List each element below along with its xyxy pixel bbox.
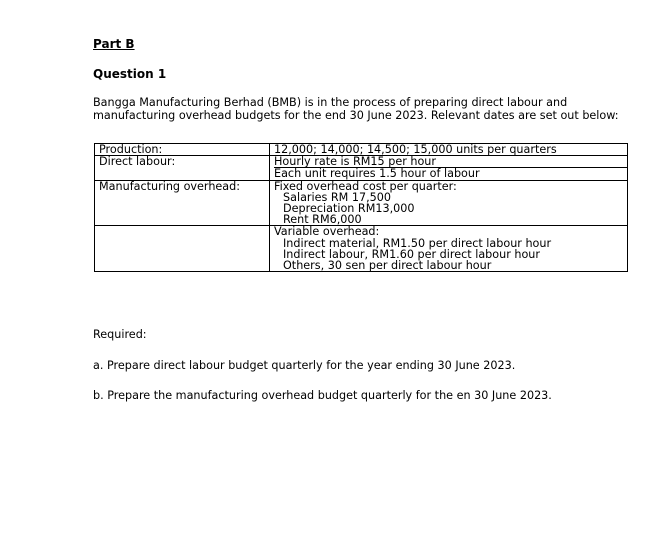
variable-overhead-label: [95, 226, 270, 272]
task-b: b. Prepare the manufacturing overhead budget quarterly for the en 30 June 2023.: [93, 389, 552, 402]
fixed-overhead-rent: Rent RM6,000: [283, 213, 362, 227]
table-row-manufacturing-overhead: [95, 180, 628, 226]
variable-overhead-others: Others, 30 sen per direct labour hour: [283, 259, 492, 273]
question-title: Question 1: [93, 67, 167, 81]
table-row-production: [95, 144, 628, 156]
table-row-direct-labour: [95, 156, 628, 180]
table-row-variable-overhead: [95, 226, 628, 272]
part-title: Part B: [93, 37, 135, 51]
variable-overhead-cell: [270, 226, 628, 272]
manufacturing-overhead-label: Manufacturing overhead:: [95, 180, 270, 226]
required-label: Required:: [93, 328, 147, 341]
production-label: Production:: [95, 144, 270, 156]
variable-overhead-indirect-labour: Indirect labour, RM1.60 per direct labour hour: [283, 247, 540, 261]
direct-labour-hours: Each unit requires 1.5 hour of labour: [274, 167, 480, 181]
direct-labour-label: Direct labour:: [95, 156, 270, 180]
direct-labour-rate: Hourly rate is RM15 per hour: [274, 156, 627, 168]
fixed-overhead-cell: [270, 180, 628, 226]
intro-paragraph: Bangga Manufacturing Berhad (BMB) is in the process of preparing direct labour and manufacturing overhead budgets for the end 30 June 2023. Relevant dates are set out below:: [93, 96, 619, 122]
fixed-overhead-salaries: Salaries RM 17,500: [283, 190, 392, 204]
task-a: a. Prepare direct labour budget quarterly for the year ending 30 June 2023.: [93, 359, 516, 372]
variable-overhead-heading: Variable overhead:: [274, 225, 380, 239]
direct-labour-value: [270, 156, 628, 180]
budget-data-table: [94, 143, 628, 272]
variable-overhead-indirect-material: Indirect material, RM1.50 per direct labour hour: [283, 236, 552, 250]
fixed-overhead-depreciation: Depreciation RM13,000: [283, 202, 415, 216]
fixed-overhead-heading: Fixed overhead cost per quarter:: [274, 179, 457, 193]
production-value: 12,000; 14,000; 14,500; 15,000 units per quarters: [270, 144, 628, 156]
